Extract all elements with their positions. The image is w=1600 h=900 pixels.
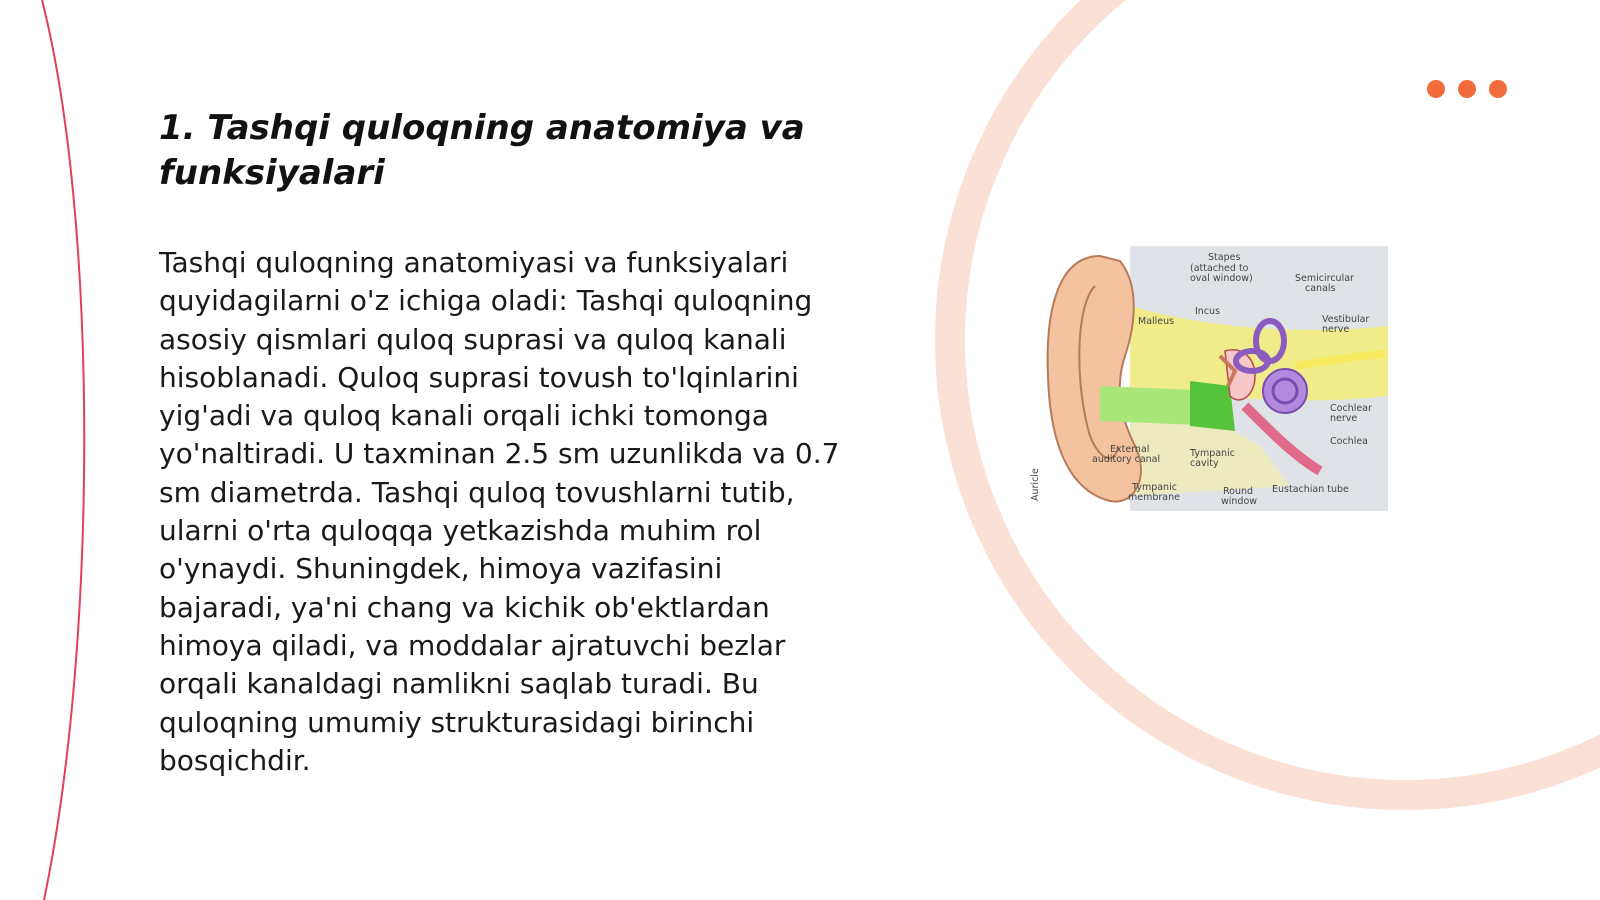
dot-icon [1458, 80, 1476, 98]
svg-text:Auricle: Auricle [1030, 468, 1041, 501]
slide-body-text: Tashqi quloqning anatomiyasi va funksiyalari quyidagilarni o'z ichiga oladi: Tashqi quloqning asosiy qismlari quloq suprasi va quloq kanali hisoblanadi. Quloq suprasi tovush to'lqinlarini yig'adi va quloq kanali orqali ichki tomonga yo'naltiradi. U taxminan 2.5 sm uzunlikda va 0.7 sm diametrda. Tashqi quloq tovushlarni tutib, ularni o'rta quloqqa yetkazishda muhim rol o'ynaydi. Shuningdek, himoya vazifasini bajaradi, ya'ni chang va kichik ob'ektlardan himoya qiladi, va moddalar ajratuvchi bezlar orqali kanaldagi namlikni saqlab turadi. Bu quloqning umumiy strukturasidagi birinchi bosqichdir. [159, 246, 840, 777]
svg-text:Stapes: Stapes [1208, 252, 1241, 263]
svg-text:Cochlea: Cochlea [1330, 436, 1368, 447]
svg-text:Tympanic: Tympanic [1132, 482, 1177, 493]
svg-text:Tympanic: Tympanic [1190, 448, 1235, 459]
svg-text:nerve: nerve [1330, 413, 1358, 424]
svg-text:auditory canal: auditory canal [1092, 454, 1161, 465]
svg-text:cavity: cavity [1190, 458, 1219, 469]
ear-diagram-illustration [1030, 246, 1388, 511]
svg-text:Semicircular: Semicircular [1295, 273, 1354, 284]
svg-text:(attached to: (attached to [1190, 263, 1249, 274]
svg-text:Malleus: Malleus [1138, 316, 1175, 327]
svg-text:membrane: membrane [1128, 492, 1180, 503]
three-dots-icon [1427, 80, 1507, 100]
svg-text:oval window): oval window) [1190, 273, 1253, 284]
svg-text:Incus: Incus [1195, 306, 1221, 317]
svg-text:Eustachian tube: Eustachian tube [1272, 484, 1349, 495]
svg-text:nerve: nerve [1322, 324, 1350, 335]
svg-text:Cochlear: Cochlear [1330, 403, 1372, 414]
slide-title: 1. Tashqi quloqning anatomiya va funksiyalari [159, 108, 805, 193]
svg-text:External: External [1110, 444, 1150, 455]
svg-text:window: window [1221, 496, 1258, 507]
svg-text:Round: Round [1223, 486, 1254, 497]
dot-icon [1427, 80, 1445, 98]
svg-text:canals: canals [1305, 283, 1336, 294]
svg-text:Vestibular: Vestibular [1322, 314, 1370, 325]
dot-icon [1489, 80, 1507, 98]
ear-anatomy-diagram [1030, 246, 1388, 511]
left-accent-line [42, 0, 84, 900]
